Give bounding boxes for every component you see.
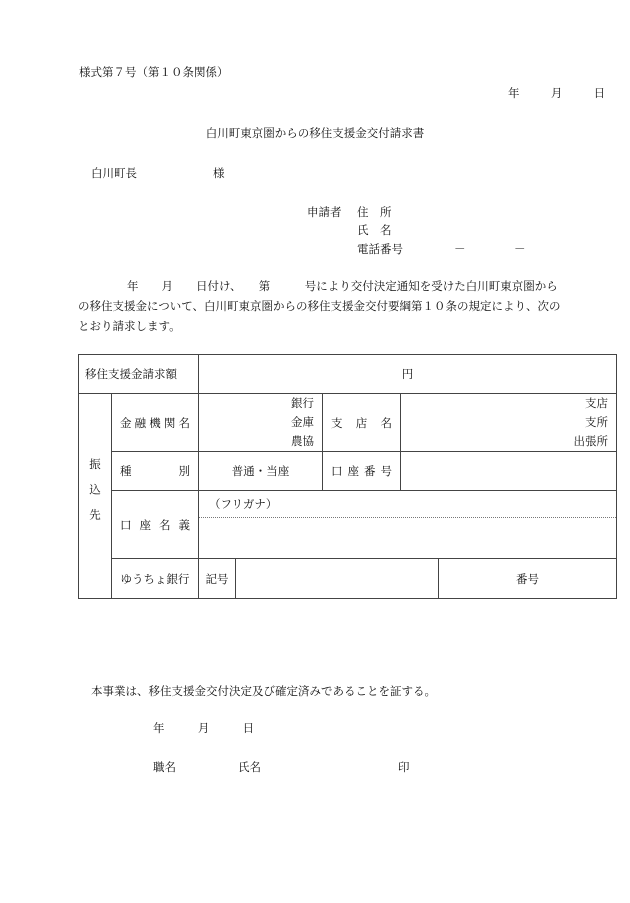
seal-label: 印 [398, 760, 410, 774]
date-month: 月 [550, 86, 563, 100]
name-label: 氏 名 [357, 223, 392, 237]
transfer-label-cell [79, 394, 112, 599]
cert-date-year: 年 [153, 721, 165, 735]
bank-type-kinko: 金庫 [291, 415, 314, 429]
amount-label-cell [79, 355, 199, 394]
bank-label-cell: 金 融 機 関 名 [112, 394, 199, 452]
address-label: 住 所 [357, 205, 392, 219]
symbol-label: 記号 [199, 559, 236, 599]
holder-cell[interactable] [199, 491, 617, 559]
form-number: 様式第７号（第１０条関係） [79, 65, 229, 79]
cert-name-label: 氏名 [238, 760, 261, 774]
cert-date-month: 月 [197, 721, 210, 735]
page-title: 白川町東京圏からの移住支援金交付請求書 [205, 126, 425, 140]
account-no-label-cell: 口 座 番 号 [323, 452, 401, 491]
header-date [508, 85, 605, 101]
branch-type-shiten: 支店 [585, 396, 608, 410]
branch-type-shucchojo: 出張所 [573, 434, 608, 448]
addressee-honorific: 様 [213, 166, 225, 180]
branch-label-cell: 支 店 名 [323, 394, 401, 452]
yucho-label: ゆうちょ銀行 [120, 571, 190, 586]
transfer-label: 振込先 [88, 458, 102, 534]
certification-date [153, 720, 254, 736]
date-day: 日 [593, 86, 606, 100]
body-line-2: の移住支援金について、白川町東京圏からの移住支援金交付要綱第１０条の規定により、次の [78, 299, 561, 313]
date-year: 年 [508, 86, 520, 100]
bank-type-nokyo: 農協 [291, 434, 314, 448]
applicant-label: 申請者 [307, 205, 342, 219]
branch-type-shisho: 支所 [585, 415, 608, 429]
branch-name-cell[interactable] [401, 394, 617, 452]
cert-date-day: 日 [242, 721, 255, 735]
furigana-label: （フリガナ） [199, 491, 616, 518]
phone-label: 電話番号 [357, 242, 403, 256]
certification-statement: 本事業は、移住支援金交付決定及び確定済みであることを証する。 [91, 684, 436, 698]
bank-type-bank: 銀行 [291, 396, 314, 410]
symbol-cell[interactable] [236, 559, 439, 599]
bank-name-cell[interactable] [199, 394, 323, 452]
kind-label-cell: 種 別 [112, 452, 199, 491]
kind-value[interactable]: 普通・当座 [199, 452, 323, 491]
account-no-cell[interactable] [401, 452, 617, 491]
holder-label-cell: 口 座 名 義 [112, 491, 199, 559]
number-label: 番号 [439, 559, 617, 599]
phone-separator-2: － [514, 242, 526, 256]
position-label: 職名 [153, 760, 176, 774]
amount-cell[interactable] [199, 355, 617, 394]
request-table [78, 354, 617, 599]
amount-label: 移住支援金請求額 [85, 367, 177, 381]
body-line-3: とおり請求します。 [78, 319, 181, 333]
body-line-1: 年 月 日付け、 第 号により交付決定通知を受けた白川町東京圏から [127, 279, 558, 293]
amount-unit: 円 [401, 367, 414, 381]
addressee-name: 白川町長 [91, 166, 137, 180]
phone-separator-1: － [454, 242, 466, 256]
yucho-label-cell [112, 559, 199, 599]
